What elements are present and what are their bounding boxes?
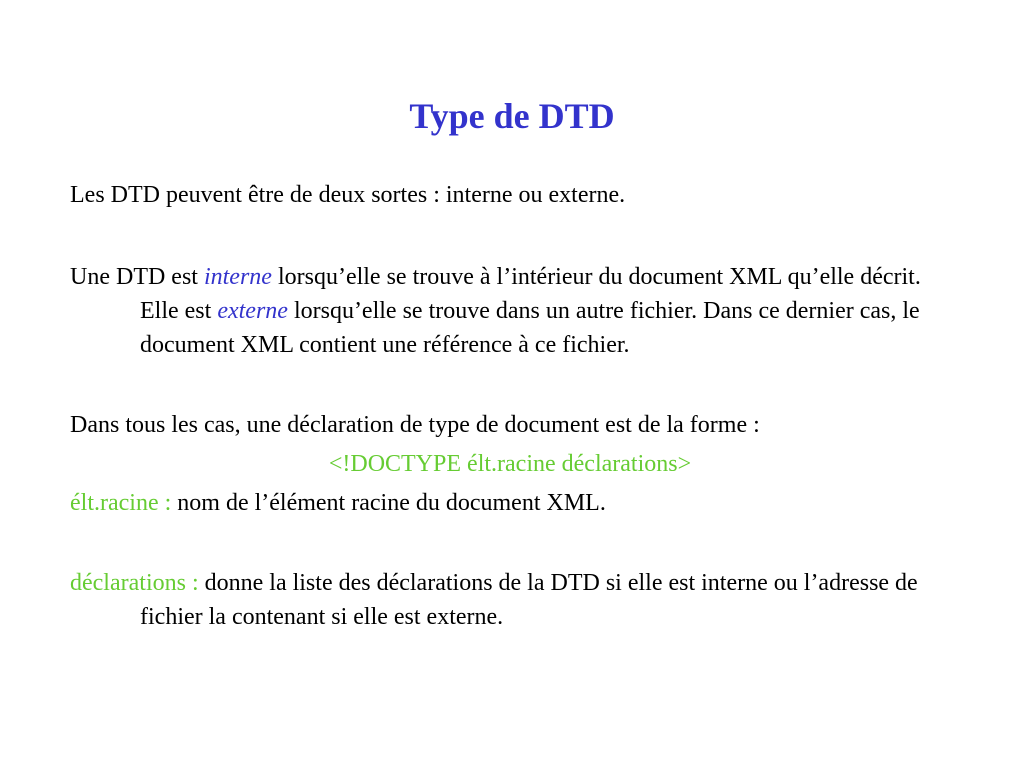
term-externe: externe bbox=[217, 298, 288, 324]
definition-root-element bbox=[70, 486, 950, 520]
paragraph-dtd-types: Les DTD peuvent être de deux sortes : interne ou externe. bbox=[70, 182, 626, 208]
doctype-syntax: <!DOCTYPE élt.racine déclarations> bbox=[328, 451, 692, 477]
slide-title: Type de DTD bbox=[409, 96, 615, 136]
slide-body bbox=[70, 178, 950, 634]
paragraph-internal-external bbox=[70, 260, 950, 362]
definition-label-root: élt.racine : bbox=[70, 490, 172, 516]
text-segment: lorsqu’elle se trouve à l’intérieur du document XML qu’elle décrit. Elle est bbox=[140, 264, 921, 324]
definition-declarations bbox=[70, 566, 950, 634]
paragraph-declaration-form: Dans tous les cas, une déclaration de type de document est de la forme : bbox=[70, 412, 760, 438]
definition-text-root: nom de l’élément racine du document XML. bbox=[171, 490, 606, 516]
term-interne: interne bbox=[203, 264, 272, 290]
definition-text-declarations: donne la liste des déclarations de la DTD si elle est interne ou l’adresse de fichier la contenant si elle est externe. bbox=[140, 570, 918, 630]
text-segment: lorsqu’elle se trouve dans un autre fichier. Dans ce dernier cas, le document XML contient une référence à ce fichier. bbox=[140, 298, 920, 358]
text-segment: Une DTD est bbox=[70, 264, 204, 290]
definition-label-declarations: déclarations : bbox=[70, 570, 199, 596]
